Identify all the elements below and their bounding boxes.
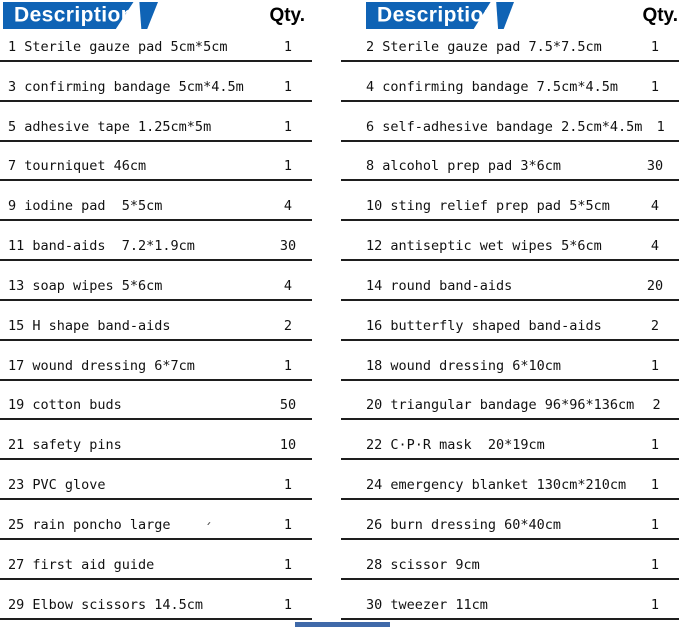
item-qty: 1 bbox=[656, 118, 665, 135]
bottom-blue-bar bbox=[295, 622, 390, 627]
item-qty: 1 bbox=[283, 118, 293, 135]
item-qty: 1 bbox=[650, 357, 660, 374]
item-description: 5 adhesive tape 1.25cm*5m bbox=[8, 118, 212, 135]
table-row bbox=[0, 22, 312, 62]
item-qty: 1 bbox=[650, 78, 660, 95]
item-qty: 4 bbox=[283, 277, 293, 294]
column-right bbox=[341, 0, 679, 627]
item-description: 10 sting relief prep pad 5*5cm bbox=[366, 198, 610, 215]
table-row bbox=[341, 341, 679, 381]
item-description: 1 Sterile gauze pad 5cm*5cm bbox=[8, 38, 228, 55]
item-qty: 1 bbox=[650, 477, 660, 494]
table-row bbox=[0, 381, 312, 421]
table-row bbox=[341, 540, 679, 580]
item-qty: 30 bbox=[279, 238, 297, 255]
item-description: 16 butterfly shaped band-aids bbox=[366, 317, 602, 334]
item-description: 12 antiseptic wet wipes 5*6cm bbox=[366, 238, 602, 255]
item-description: 26 burn dressing 60*40cm bbox=[366, 516, 562, 533]
table-row bbox=[0, 261, 312, 301]
table-row bbox=[0, 221, 312, 261]
description-header-label: Description bbox=[377, 3, 497, 27]
item-description: 27 first aid guide bbox=[8, 556, 155, 573]
item-description: 17 wound dressing 6*7cm bbox=[8, 357, 195, 374]
table-row bbox=[341, 301, 679, 341]
column-left bbox=[0, 0, 312, 627]
item-description: 28 scissor 9cm bbox=[366, 556, 480, 573]
item-description: 6 self-adhesive bandage 2.5cm*4.5m bbox=[366, 118, 643, 135]
item-description: 23 PVC glove bbox=[8, 477, 106, 494]
stray-mark: ´ bbox=[204, 522, 213, 538]
item-qty: 10 bbox=[279, 437, 297, 454]
qty-header-label: Qty. bbox=[269, 5, 305, 26]
item-qty: 1 bbox=[283, 78, 293, 95]
table-row bbox=[0, 460, 312, 500]
table-row bbox=[341, 221, 679, 261]
table-row bbox=[341, 102, 679, 142]
item-qty: 1 bbox=[283, 477, 293, 494]
item-description: 4 confirming bandage 7.5cm*4.5m bbox=[366, 78, 618, 95]
table-row bbox=[341, 580, 679, 620]
table-row bbox=[341, 500, 679, 540]
item-qty: 1 bbox=[650, 437, 660, 454]
table-row bbox=[341, 62, 679, 102]
item-description: 2 Sterile gauze pad 7.5*7.5cm bbox=[366, 38, 602, 55]
item-description: 20 triangular bandage 96*96*136cm bbox=[366, 397, 635, 414]
table-row bbox=[0, 580, 312, 620]
table-row bbox=[341, 381, 679, 421]
item-qty: 1 bbox=[283, 596, 293, 613]
item-qty: 4 bbox=[650, 238, 660, 255]
description-header-label: Description bbox=[14, 3, 134, 27]
item-description: 22 C·P·R mask 20*19cm bbox=[366, 437, 545, 454]
item-qty: 30 bbox=[646, 158, 664, 175]
item-description: 29 Elbow scissors 14.5cm bbox=[8, 596, 204, 613]
item-description: 14 round band-aids bbox=[366, 277, 513, 294]
rows-right bbox=[341, 22, 679, 620]
item-qty: 20 bbox=[646, 277, 664, 294]
table-row bbox=[341, 460, 679, 500]
table-row bbox=[341, 142, 679, 182]
item-qty: 1 bbox=[283, 357, 293, 374]
item-qty: 2 bbox=[652, 397, 661, 414]
table-row bbox=[0, 301, 312, 341]
item-description: 7 tourniquet 46cm bbox=[8, 158, 147, 175]
item-description: 13 soap wipes 5*6cm bbox=[8, 277, 163, 294]
rows-left bbox=[0, 22, 312, 620]
qty-header-label: Qty. bbox=[642, 5, 678, 26]
table-row bbox=[341, 22, 679, 62]
table-row bbox=[0, 540, 312, 580]
item-qty: 1 bbox=[650, 556, 660, 573]
item-description: 21 safety pins bbox=[8, 437, 122, 454]
item-qty: 2 bbox=[283, 317, 293, 334]
table-row bbox=[341, 420, 679, 460]
table-row bbox=[0, 420, 312, 460]
item-description: 25 rain poncho large bbox=[8, 516, 171, 533]
table-row bbox=[0, 102, 312, 142]
item-description: 24 emergency blanket 130cm*210cm bbox=[366, 477, 627, 494]
item-qty: 4 bbox=[283, 198, 293, 215]
item-qty: 50 bbox=[279, 397, 297, 414]
item-description: 8 alcohol prep pad 3*6cm bbox=[366, 158, 562, 175]
item-qty: 1 bbox=[650, 596, 660, 613]
item-qty: 1 bbox=[283, 38, 293, 55]
item-description: 9 iodine pad 5*5cm bbox=[8, 198, 163, 215]
table-row bbox=[0, 142, 312, 182]
table-row bbox=[0, 62, 312, 102]
item-description: 3 confirming bandage 5cm*4.5m bbox=[8, 78, 244, 95]
item-qty: 1 bbox=[650, 516, 660, 533]
item-description: 19 cotton buds bbox=[8, 397, 122, 414]
item-qty: 1 bbox=[283, 556, 293, 573]
table-row bbox=[0, 341, 312, 381]
item-qty: 1 bbox=[283, 158, 293, 175]
item-description: 18 wound dressing 6*10cm bbox=[366, 357, 562, 374]
item-qty: 4 bbox=[650, 198, 660, 215]
item-qty: 1 bbox=[283, 516, 293, 533]
item-description: 30 tweezer 11cm bbox=[366, 596, 488, 613]
table-row bbox=[341, 261, 679, 301]
item-qty: 2 bbox=[650, 317, 660, 334]
item-qty: 1 bbox=[650, 38, 660, 55]
table-row bbox=[0, 181, 312, 221]
item-description: 11 band-aids 7.2*1.9cm bbox=[8, 238, 195, 255]
item-description: 15 H shape band-aids bbox=[8, 317, 171, 334]
table-row bbox=[341, 181, 679, 221]
table-row bbox=[0, 500, 312, 540]
